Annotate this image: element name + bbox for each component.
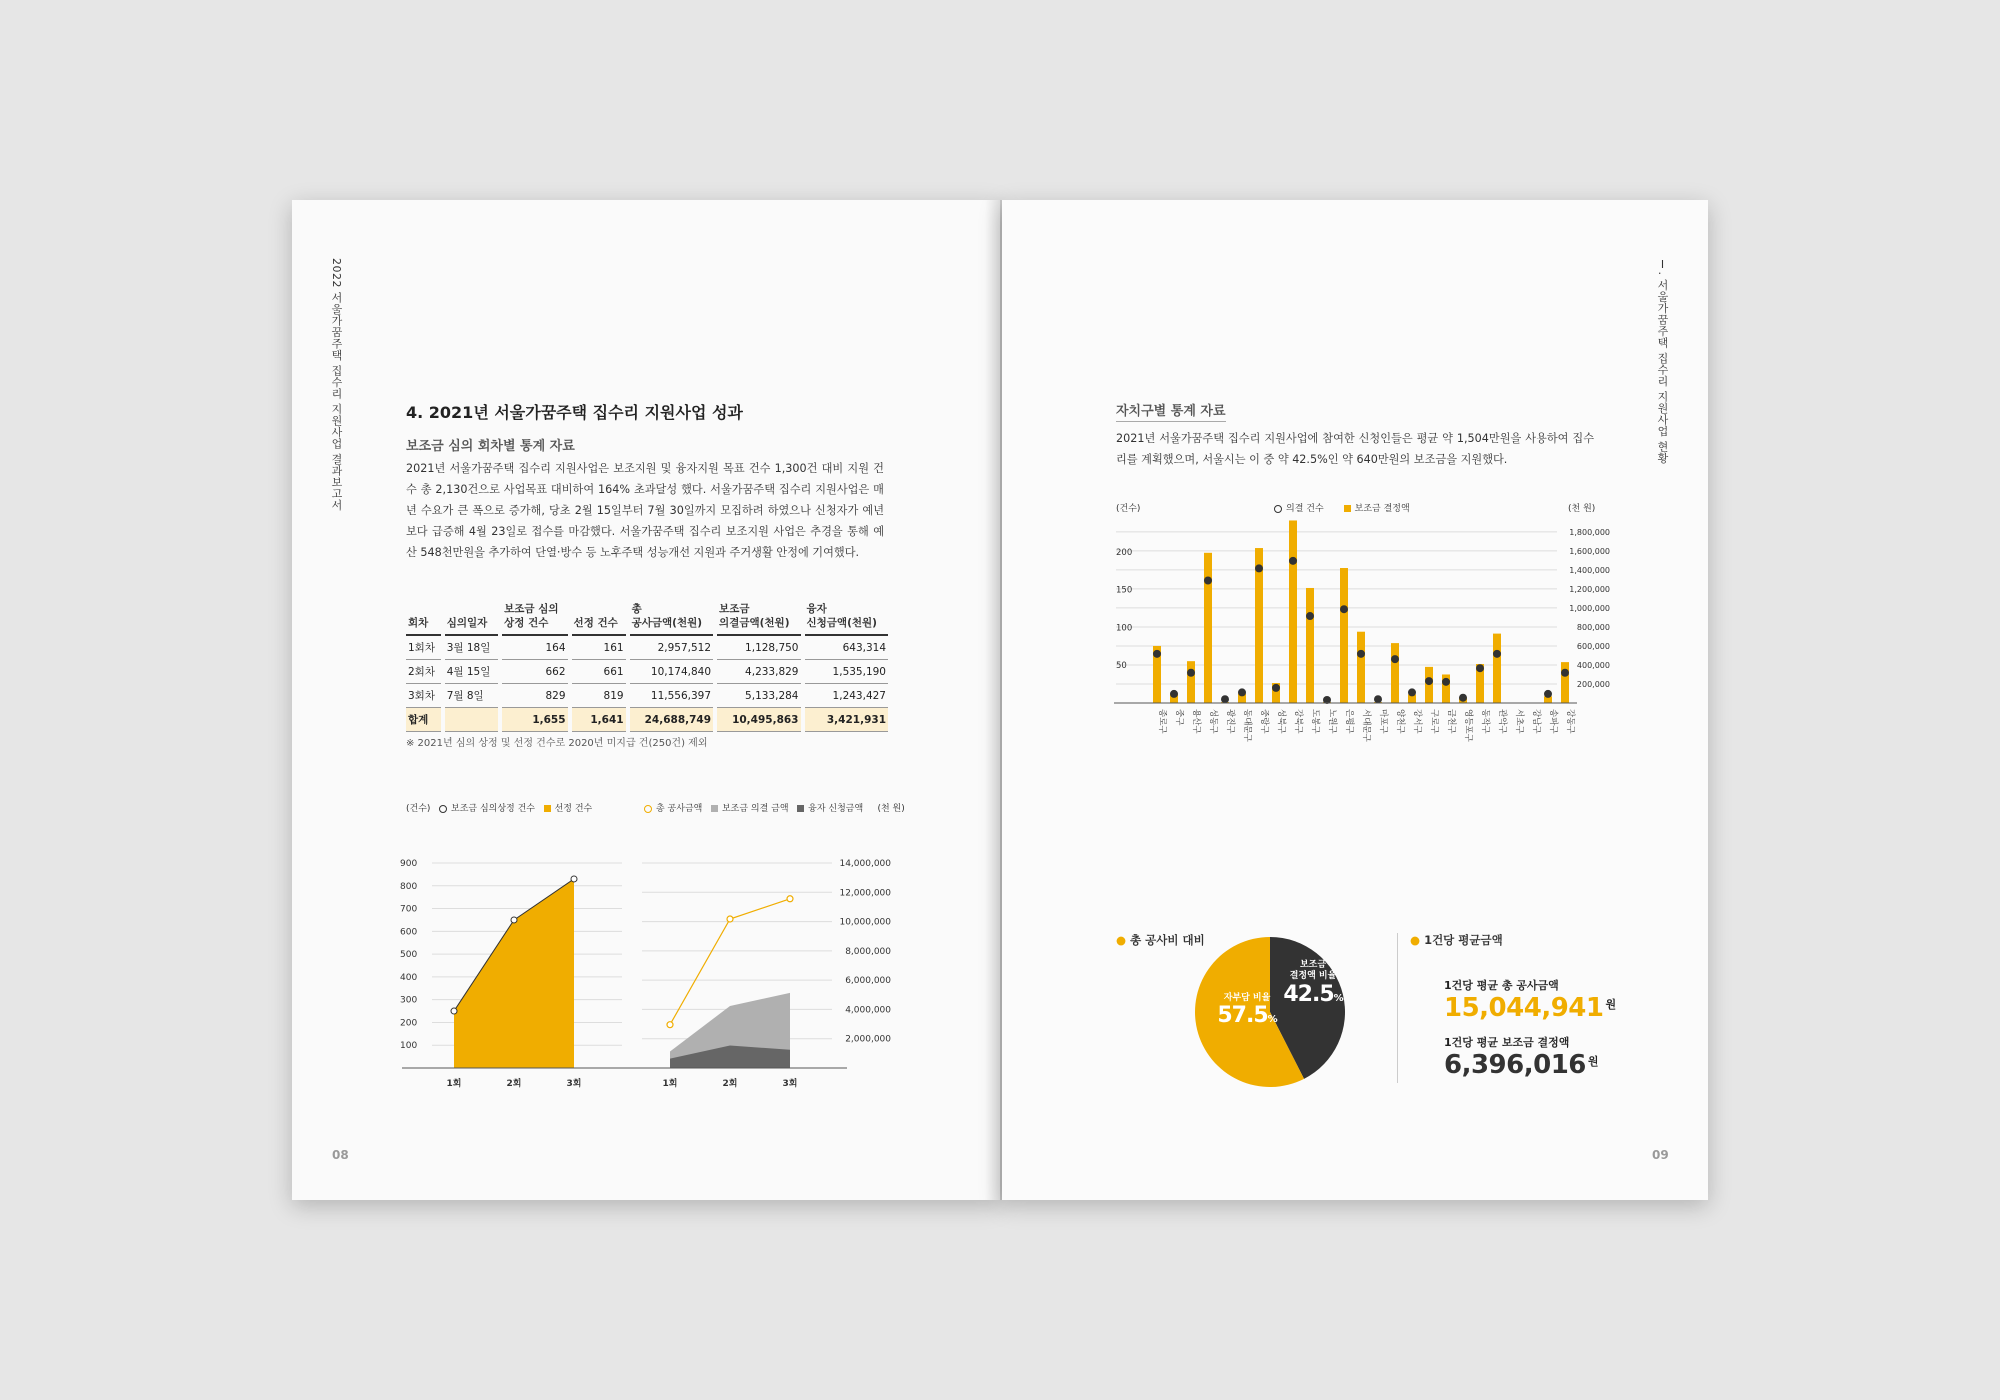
y-tick-label: 500 xyxy=(400,950,418,961)
pie-sub-value: 42.5 xyxy=(1283,982,1334,1007)
table-header: 보조금 심의 상정 건수 xyxy=(502,600,567,636)
legend-circle-icon xyxy=(1274,505,1282,513)
x-tick-label: 구로구 xyxy=(1429,709,1439,734)
x-tick-label: 성동구 xyxy=(1208,709,1218,734)
table-cell: 1,641 xyxy=(572,708,626,732)
chart-right-legend xyxy=(644,801,905,814)
x-tick-label: 서대문구 xyxy=(1361,709,1371,742)
x-tick-label: 마포구 xyxy=(1378,709,1388,734)
x-tick-label: 1회 xyxy=(662,1079,678,1089)
district-bar xyxy=(1289,520,1297,703)
legend-square-icon xyxy=(711,805,718,812)
table-cell: 4월 15일 xyxy=(445,660,498,684)
table-cell: 643,314 xyxy=(805,636,889,660)
district-count-point xyxy=(1272,684,1280,692)
x-tick-label: 관악구 xyxy=(1497,709,1507,734)
district-count-point xyxy=(1442,678,1450,686)
pie-self-pct: % xyxy=(1267,1014,1277,1025)
district-chart-legend xyxy=(1274,501,1410,514)
district-count-point xyxy=(1374,695,1382,703)
x-tick-label: 용산구 xyxy=(1191,709,1201,734)
pie-self-label: 자부담 비율 xyxy=(1223,993,1271,1003)
x-tick-label: 송파구 xyxy=(1548,709,1558,734)
x-tick-label: 강동구 xyxy=(1565,709,1575,734)
x-tick-label: 종로구 xyxy=(1157,709,1167,734)
table-cell: 2회차 xyxy=(406,660,441,684)
district-chart-unit-left: (건수) xyxy=(1116,504,1141,514)
y-right-tick-label: 1,600,000 xyxy=(1569,546,1610,556)
y-tick-label: 8,000,000 xyxy=(845,946,891,957)
table-cell: 10,174,840 xyxy=(630,660,713,684)
total-cost-point xyxy=(787,896,793,902)
table-cell: 4,233,829 xyxy=(717,660,800,684)
table-row xyxy=(406,684,888,708)
legend-unit: (천 원) xyxy=(877,804,905,814)
legend-square-icon xyxy=(797,805,804,812)
district-count-point xyxy=(1170,690,1178,698)
table-cell: 829 xyxy=(502,684,567,708)
legend-label: 선정 건수 xyxy=(554,804,593,814)
pie-label-self xyxy=(1215,990,1279,1028)
pie-sub-label-1: 보조금 xyxy=(1299,960,1327,970)
x-tick-label: 중랑구 xyxy=(1259,709,1269,734)
y-right-tick-label: 200,000 xyxy=(1576,679,1610,689)
pie-self-value: 57.5 xyxy=(1217,1003,1268,1028)
legend-unit: (건수) xyxy=(406,804,431,814)
legend-label: 의결 건수 xyxy=(1286,504,1324,514)
y-tick-label: 700 xyxy=(400,904,418,915)
table-cell: 1,243,427 xyxy=(805,684,889,708)
submitted-point xyxy=(511,917,517,923)
table-note: ※ 2021년 심의 상정 및 선정 건수로 2020년 미지급 건(250건) 제외 xyxy=(406,738,708,749)
district-count-point xyxy=(1187,669,1195,677)
district-count-point xyxy=(1204,576,1212,584)
x-tick-label: 2회 xyxy=(506,1079,522,1089)
table-cell: 161 xyxy=(572,636,626,660)
y-right-tick-label: 800,000 xyxy=(1576,622,1610,632)
avg-label-1: 1건당 평균 총 공사금액 xyxy=(1444,979,1559,992)
avg-title: ● 1건당 평균금액 xyxy=(1410,933,1503,947)
district-count-point xyxy=(1476,664,1484,672)
page-number: 08 xyxy=(332,1148,349,1162)
x-tick-label: 1회 xyxy=(446,1079,462,1089)
x-tick-label: 3회 xyxy=(782,1079,798,1089)
district-count-point xyxy=(1289,557,1297,565)
y-right-tick-label: 1,000,000 xyxy=(1569,603,1610,613)
table-cell: 합계 xyxy=(406,708,441,732)
legend-label: 융자 신청금액 xyxy=(808,804,864,814)
pie-sub-pct: % xyxy=(1333,993,1343,1004)
total-cost-point xyxy=(727,916,733,922)
avg-unit-2: 원 xyxy=(1587,1055,1599,1068)
table-cell: 164 xyxy=(502,636,567,660)
running-head: 2022 서울가꿈주택 집수리 지원사업 결과보고서 xyxy=(330,258,343,511)
table-cell: 1,655 xyxy=(502,708,567,732)
x-tick-label: 3회 xyxy=(566,1079,582,1089)
y-tick-label: 12,000,000 xyxy=(839,888,891,899)
y-tick-label: 200 xyxy=(400,1018,418,1029)
district-count-point xyxy=(1357,650,1365,658)
table-cell: 10,495,863 xyxy=(717,708,800,732)
pie-sub-label-2: 결정액 비율 xyxy=(1289,971,1337,981)
chart-left-legend xyxy=(406,801,592,814)
submitted-point xyxy=(571,876,577,882)
chart-amounts xyxy=(632,830,892,1100)
y-tick-label: 6,000,000 xyxy=(845,976,891,987)
y-tick-label: 10,000,000 xyxy=(839,917,891,928)
district-count-point xyxy=(1306,612,1314,620)
table-total-row xyxy=(406,708,888,732)
district-bar xyxy=(1187,661,1195,703)
legend-label: 보조금 심의상정 건수 xyxy=(451,804,535,814)
x-tick-label: 동작구 xyxy=(1480,709,1490,734)
avg-label-2: 1건당 평균 보조금 결정액 xyxy=(1444,1036,1570,1049)
table-header-row xyxy=(406,600,888,636)
x-tick-label: 서초구 xyxy=(1514,709,1524,734)
running-head: Ⅰ. 서울가꿈주택 집수리 지원사업 현황 xyxy=(1656,258,1669,464)
district-bar xyxy=(1391,643,1399,703)
district-bar xyxy=(1493,634,1501,703)
table-cell: 7월 8일 xyxy=(445,684,498,708)
district-count-point xyxy=(1408,688,1416,696)
y-tick-label: 14,000,000 xyxy=(839,859,891,869)
district-bar xyxy=(1561,662,1569,703)
table-cell: 3,421,931 xyxy=(805,708,889,732)
table-cell: 662 xyxy=(502,660,567,684)
legend-label: 총 공사금액 xyxy=(656,804,703,814)
district-bar xyxy=(1357,632,1365,703)
divider xyxy=(1397,933,1398,1083)
table-cell: 2,957,512 xyxy=(630,636,713,660)
selected-area xyxy=(454,879,574,1068)
x-tick-label: 은평구 xyxy=(1344,709,1354,734)
district-count-point xyxy=(1544,690,1552,698)
stats-table xyxy=(402,600,892,732)
y-right-tick-label: 400,000 xyxy=(1576,660,1610,670)
table-cell: 1회차 xyxy=(406,636,441,660)
table-header: 선정 건수 xyxy=(572,600,626,636)
y-tick-label: 100 xyxy=(400,1041,418,1052)
body-text: 2021년 서울가꿈주택 집수리 지원사업에 참여한 신청인들은 평균 약 1,504만원을 사용하여 집수리를 계획했으며, 서울시는 이 중 약 42.5%인 약 640만원의 보조금을 지원했다. xyxy=(1116,432,1594,466)
body-text: 2021년 서울가꿈주택 집수리 지원사업은 보조지원 및 융자지원 목표 건수 1,300건 대비 지원 건수 총 2,130건으로 사업목표 대비하여 164% 초과달성 했다. 서울가꿈주택 집수리 지원사업은 매년 수요가 큰 폭으로 증가해, 당초 2월 15일부터 7월 30일까지 모집하려 하였으나 신청자가 예년보다 급증해 4월 23일로 접수를 마감했다. 서울가꿈주택 집수리 보조지원 사업은 추경을 통해 예산 548천만원을 추가하여 단열·방수 등 노후주택 성능개선 지원과 주거생활 안정에 기여했다. xyxy=(406,462,884,559)
section-title: 4. 2021년 서울가꿈주택 집수리 지원사업 성과 xyxy=(406,403,743,422)
district-count-point xyxy=(1221,695,1229,703)
legend-square-icon xyxy=(544,805,551,812)
table-header: 융자 신청금액(천원) xyxy=(805,600,889,636)
district-count-point xyxy=(1459,694,1467,702)
table-cell: 3월 18일 xyxy=(445,636,498,660)
subtitle: 자치구별 통계 자료 xyxy=(1116,400,1226,422)
chart-submissions xyxy=(392,830,632,1100)
avg-unit-1: 원 xyxy=(1605,998,1617,1011)
avg-block-1 xyxy=(1444,977,1616,1023)
legend-label: 보조금 의결 금액 xyxy=(721,804,789,814)
y-left-tick-label: 200 xyxy=(1116,547,1133,558)
total-cost-point xyxy=(667,1022,673,1028)
district-count-point xyxy=(1238,688,1246,696)
x-tick-label: 중구 xyxy=(1174,709,1184,726)
y-right-tick-label: 1,400,000 xyxy=(1569,565,1610,575)
table-cell: 1,535,190 xyxy=(805,660,889,684)
avg-value-1: 15,044,941 xyxy=(1444,993,1604,1023)
x-tick-label: 동대문구 xyxy=(1242,709,1252,742)
page-number: 09 xyxy=(1652,1148,1669,1162)
chart-districts xyxy=(1102,520,1612,840)
table-row xyxy=(406,636,888,660)
pie-label-subsidy xyxy=(1283,960,1343,1007)
legend-circle-icon xyxy=(644,805,652,813)
table-cell: 1,128,750 xyxy=(717,636,800,660)
y-left-tick-label: 50 xyxy=(1116,661,1127,672)
district-chart-unit-right: (천 원) xyxy=(1568,504,1596,514)
district-bar xyxy=(1204,553,1212,703)
y-left-tick-label: 150 xyxy=(1116,585,1133,596)
table-cell: 3회차 xyxy=(406,684,441,708)
table-header: 총 공사금액(천원) xyxy=(630,600,713,636)
district-count-point xyxy=(1425,677,1433,685)
table-cell: 819 xyxy=(572,684,626,708)
subtitle: 보조금 심의 회차별 통계 자료 xyxy=(406,439,575,454)
district-count-point xyxy=(1391,655,1399,663)
y-tick-label: 300 xyxy=(400,995,418,1006)
district-bar xyxy=(1306,588,1314,703)
legend-label: 보조금 결정액 xyxy=(1354,504,1410,514)
avg-title-text: 1건당 평균금액 xyxy=(1424,933,1503,947)
y-right-tick-label: 600,000 xyxy=(1576,641,1610,651)
y-tick-label: 2,000,000 xyxy=(845,1034,891,1045)
x-tick-label: 노원구 xyxy=(1327,709,1337,734)
legend-circle-icon xyxy=(439,805,447,813)
table-cell xyxy=(445,708,498,732)
district-count-point xyxy=(1153,650,1161,658)
pie-title: ● 총 공사비 대비 xyxy=(1116,933,1205,947)
y-tick-label: 4,000,000 xyxy=(845,1005,891,1016)
x-tick-label: 강북구 xyxy=(1293,709,1303,734)
y-tick-label: 600 xyxy=(400,927,418,938)
x-tick-label: 금천구 xyxy=(1446,709,1456,734)
district-count-point xyxy=(1561,669,1569,677)
district-count-point xyxy=(1493,650,1501,658)
district-bar xyxy=(1340,568,1348,703)
submitted-point xyxy=(451,1008,457,1014)
y-right-tick-label: 1,800,000 xyxy=(1569,527,1610,537)
x-tick-label: 성북구 xyxy=(1276,709,1286,734)
y-right-tick-label: 1,200,000 xyxy=(1569,584,1610,594)
table-cell: 661 xyxy=(572,660,626,684)
y-tick-label: 800 xyxy=(400,881,418,892)
table-header: 심의일자 xyxy=(445,600,498,636)
table-header: 보조금 의결금액(천원) xyxy=(717,600,800,636)
x-tick-label: 광진구 xyxy=(1225,709,1235,734)
y-left-tick-label: 100 xyxy=(1116,623,1133,634)
district-count-point xyxy=(1255,564,1263,572)
x-tick-label: 영등포구 xyxy=(1463,709,1473,742)
x-tick-label: 강남구 xyxy=(1531,709,1541,734)
x-tick-label: 양천구 xyxy=(1395,709,1405,734)
table-cell: 5,133,284 xyxy=(717,684,800,708)
x-tick-label: 강서구 xyxy=(1412,709,1422,734)
table-cell: 24,688,749 xyxy=(630,708,713,732)
legend-square-icon xyxy=(1344,505,1351,512)
left-page xyxy=(292,200,1000,1200)
avg-block-2 xyxy=(1444,1034,1599,1080)
x-tick-label: 도봉구 xyxy=(1310,709,1320,734)
right-page xyxy=(1002,200,1708,1200)
y-tick-label: 900 xyxy=(400,859,418,869)
table-header: 회차 xyxy=(406,600,441,636)
x-tick-label: 2회 xyxy=(722,1079,738,1089)
table-cell: 11,556,397 xyxy=(630,684,713,708)
table-row xyxy=(406,660,888,684)
pie-title-text: 총 공사비 대비 xyxy=(1130,933,1205,947)
district-count-point xyxy=(1340,605,1348,613)
y-tick-label: 400 xyxy=(400,972,418,983)
avg-value-2: 6,396,016 xyxy=(1444,1050,1586,1080)
